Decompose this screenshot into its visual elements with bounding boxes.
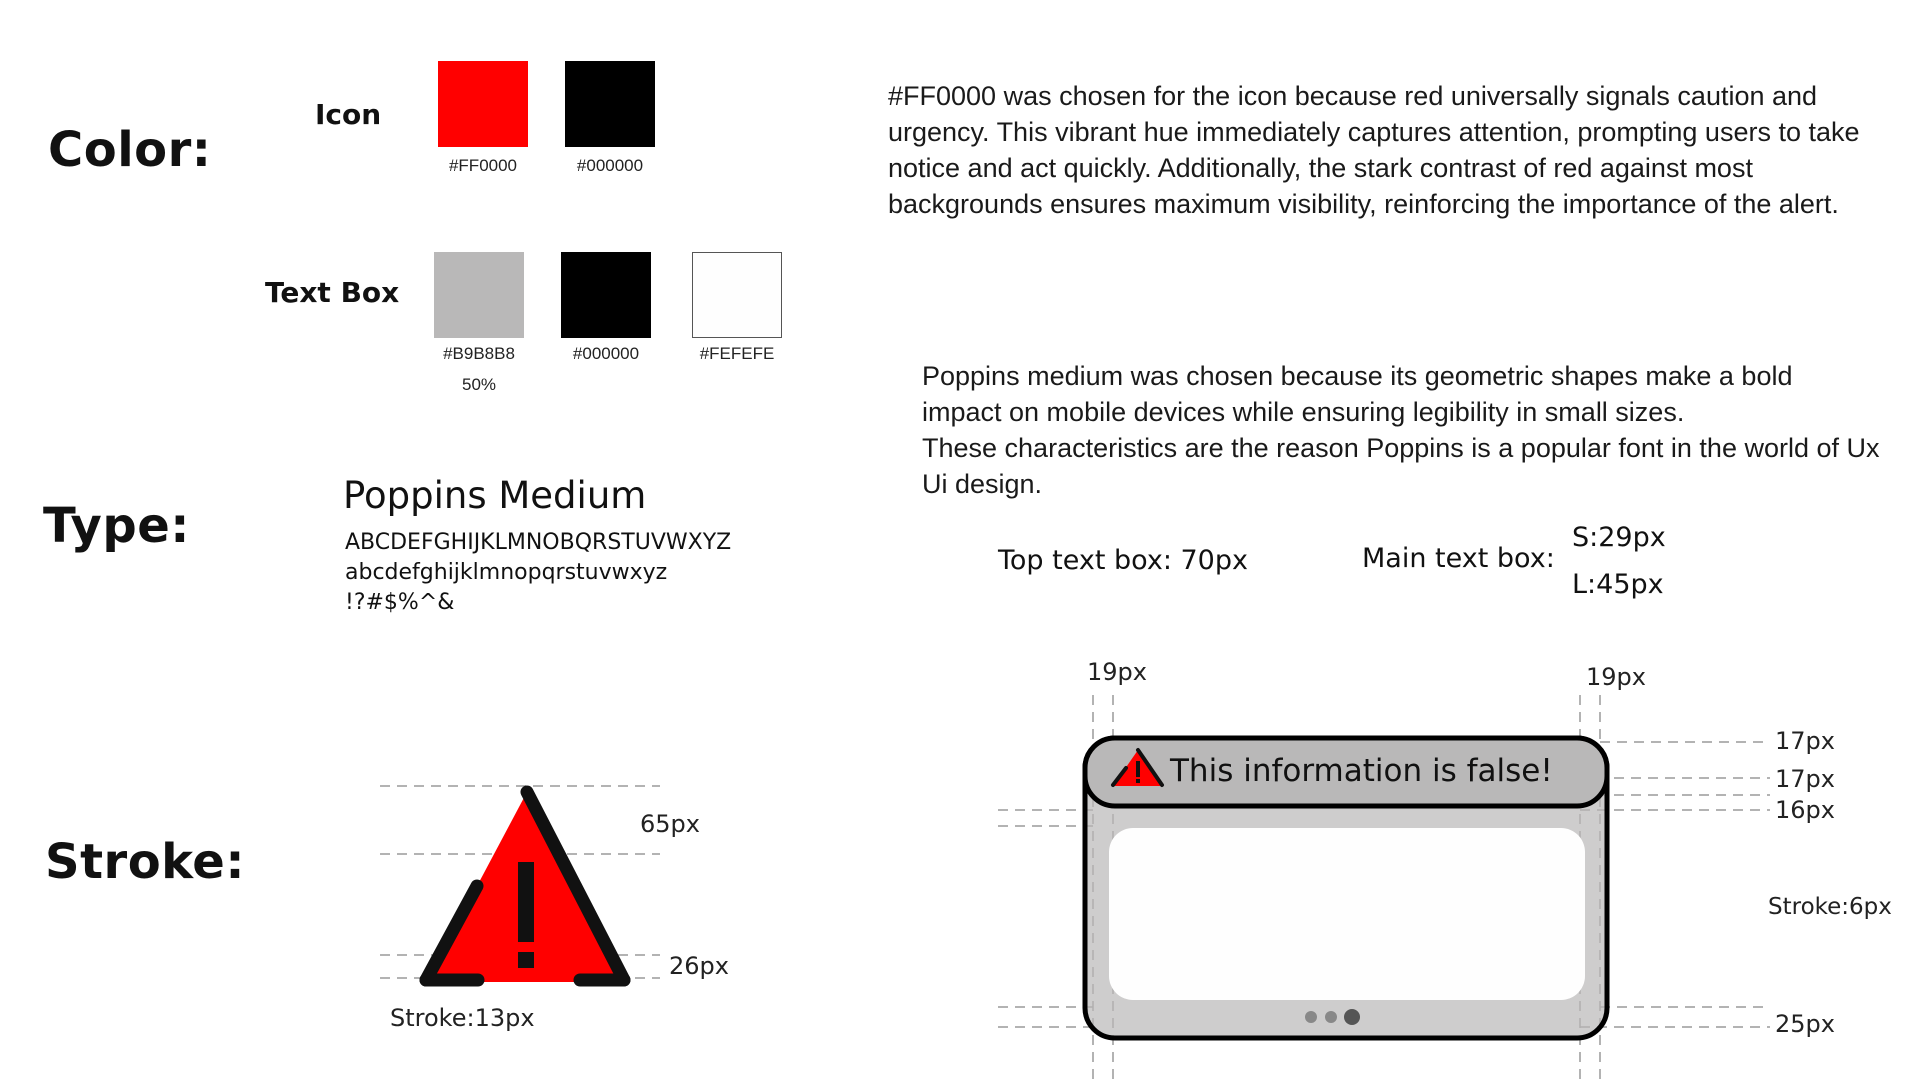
type-rationale-2: These characteristics are the reason Poppins is a popular font in the world of Ux Ui design. <box>922 433 1880 499</box>
type-sample-lowercase: abcdefghijklmnopqrstuvwxyz <box>345 560 668 585</box>
icon-height-measure: 65px <box>640 810 700 838</box>
header-bottom-measure: 17px <box>1775 765 1835 793</box>
icon-swatch-red-label: #FF0000 <box>448 156 518 175</box>
alert-dialog <box>1085 738 1607 1038</box>
color-section-title: Color: <box>48 122 212 178</box>
warning-icon <box>426 792 624 982</box>
main-text-box-small: S:29px <box>1572 522 1666 553</box>
top-text-box-size: Top text box: 70px <box>998 545 1248 576</box>
icon-gap-measure: 26px <box>669 952 729 980</box>
right-margin-measure: 19px <box>1586 663 1646 691</box>
textbox-swatch-grey-opacity: 50% <box>461 375 497 394</box>
frame-stroke-measure: Stroke:6px <box>1768 894 1892 920</box>
textbox-swatch-white <box>692 252 782 338</box>
type-font-name: Poppins Medium <box>343 474 647 517</box>
textbox-swatch-grey-label: #B9B8B8 <box>443 344 515 363</box>
left-margin-measure: 19px <box>1087 658 1147 686</box>
color-rationale: #FF0000 was chosen for the icon because red universally signals caution and urgency. This vibrant hue immediately captures attention, prompting users to take notice and act quickly. Additionally, the stark contrast of red against most backgrounds ensures maximum visibility, reinforcing the importance of the alert. <box>888 81 1860 219</box>
type-section-title: Type: <box>43 498 190 554</box>
main-text-box-large: L:45px <box>1572 569 1664 600</box>
alert-title: This information is false! <box>1170 753 1553 789</box>
content-top-measure: 16px <box>1775 796 1835 824</box>
textbox-swatch-black <box>561 252 651 338</box>
icon-swatch-red <box>438 61 528 147</box>
textbox-swatch-white-label: #FEFEFE <box>699 344 775 363</box>
icon-swatch-black-label: #000000 <box>576 156 644 175</box>
header-top-measure: 17px <box>1775 727 1835 755</box>
textbox-swatch-grey <box>434 252 524 338</box>
main-text-box-label: Main text box: <box>1362 543 1555 574</box>
stroke-section-title: Stroke: <box>45 834 246 890</box>
type-sample-uppercase: ABCDEFGHIJKLMNOBQRSTUVWXYZ <box>345 530 732 555</box>
icon-color-label: Icon <box>315 98 382 131</box>
type-sample-symbols: !?#$%^& <box>345 590 455 615</box>
textbox-swatch-black-label: #000000 <box>572 344 640 363</box>
textbox-color-label: Text Box <box>265 276 400 309</box>
alert-mockup-spec <box>980 650 1915 1080</box>
icon-swatch-black <box>565 61 655 147</box>
bottom-measure: 25px <box>1775 1010 1835 1038</box>
icon-stroke-measure: Stroke:13px <box>390 1004 535 1032</box>
warning-icon-spec <box>370 770 770 1040</box>
type-rationale-1: Poppins medium was chosen because its geometric shapes make a bold impact on mobile devices while ensuring legibility in small sizes. <box>922 361 1793 427</box>
